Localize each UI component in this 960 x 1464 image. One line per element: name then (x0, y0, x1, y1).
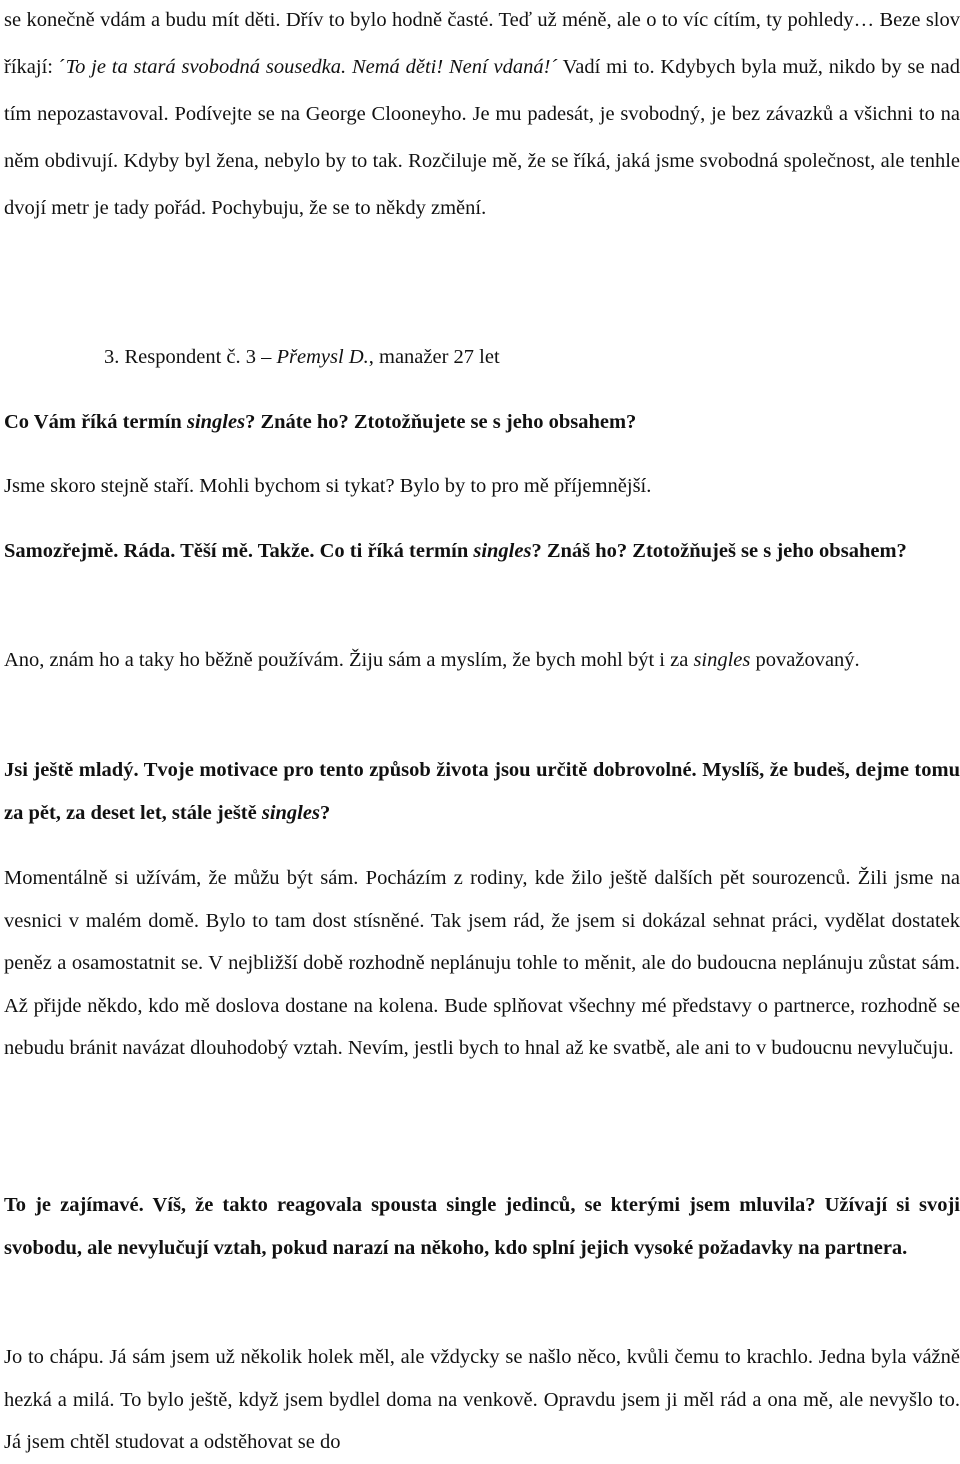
respondent-description: , manažer 27 let (368, 346, 500, 368)
answer-4: Jo to chápu. Já sám jsem už několik holek měl, ale vždycky se našlo něco, kvůli čemu to krachlo. Jedna byla vážně hezká a milá. To bylo ještě, když jsem bydlel doma na venkově. Opravdu jsem ji měl rád a ona mě, ale nevyšlo to. Já jsem chtěl studovat a odstěhovat se do (4, 1346, 960, 1453)
term-singles: singles (261, 802, 320, 824)
respondent-name: Přemysl D. (276, 346, 369, 368)
answer-2 (4, 639, 960, 682)
question-text: Jsi ještě mladý. Tvoje motivace pro tento způsob života jsou určitě dobrovolné. Myslíš, že budeš, dejme tomu za pět, za deset let, stále ještě (4, 759, 960, 824)
answer-3: Momentálně si užívám, že můžu být sám. Pocházím z rodiny, kde žilo ještě dalších pět sourozenců. Žili jsme na vesnici v malém domě. Bylo to tam dost stísněné. Tak jsem rád, že jsem si dokázal sehnat práci, vydělat dostatek peněz a osamostatnit se. V nejbližší době rozhodně neplánuju tohle to měnit, ale do budoucna neplánuju zůstat sám. Až přijde někdo, kdo mě doslova dostane na kolena. Bude splňovat všechny mé představy o partnerce, rozhodně se nebudu bránit navázat dlouhodobý vztah. Nevím, jestli bych to hnal až ke svatbě, ale ani to v budoucnu nevylučuju. (4, 867, 960, 1059)
respondent-number: 3. Respondent č. 3 – (104, 346, 277, 368)
answer-text: považovaný. (750, 649, 860, 671)
question-2 (4, 530, 960, 573)
question-text: Samozřejmě. Ráda. Těší mě. Takže. Co ti říká termín (4, 540, 474, 562)
paragraph-text: Vadí mi to. Kdybych byla muž, nikdo by se nad tím nepozastavoval. Podívejte se na George Clooneyho. Je mu padesát, je svobodný, je bez závazků a všichni to na něm obdivují. Kdyby byl žena, nebylo by to tak. Rozčiluje mě, že se říká, jaká jsme svobodná společnost, ale tenhle dvojí metr je tady pořád. Pochybuju, že se to někdy změní. (4, 56, 960, 219)
question-text: ? (319, 802, 331, 824)
paragraph-text: se konečně vdám a budu mít děti. Dřív to bylo hodně časté. Teď už méně, ale o to víc cítím, ty pohledy… Beze slov říkají: ´ (4, 9, 960, 78)
respondent-heading (104, 336, 804, 379)
question-4: To je zajímavé. Víš, že takto reagovala spousta single jedinců, se kterými jsem mluvila? Užívají si svoji svobodu, ale nevylučují vztah, pokud narazí na někoho, kdo splní jejich vysoké požadavky na partnera. (4, 1194, 960, 1259)
question-1 (4, 401, 960, 444)
question-3 (4, 749, 960, 835)
term-singles: singles (693, 649, 751, 671)
term-singles: singles (473, 540, 532, 562)
question-text: Co Vám říká termín (4, 411, 187, 433)
paragraph-continuation (4, 0, 960, 232)
answer-text: Ano, znám ho a taky ho běžně používám. Žiju sám a myslím, že bych mohl být i za (4, 649, 694, 671)
question-text: ? Znáš ho? Ztotožňuješ se s jeho obsahem? (531, 540, 907, 562)
term-singles: singles (186, 411, 246, 433)
answer-1: Jsme skoro stejně staří. Mohli bychom si tykat? Bylo by to pro mě příjemnější. (4, 475, 652, 497)
quoted-speech: To je ta stará svobodná sousedka. Nemá děti! Není vdaná!´ (65, 56, 558, 78)
question-text: ? Znáte ho? Ztotožňujete se s jeho obsahem? (245, 411, 637, 433)
